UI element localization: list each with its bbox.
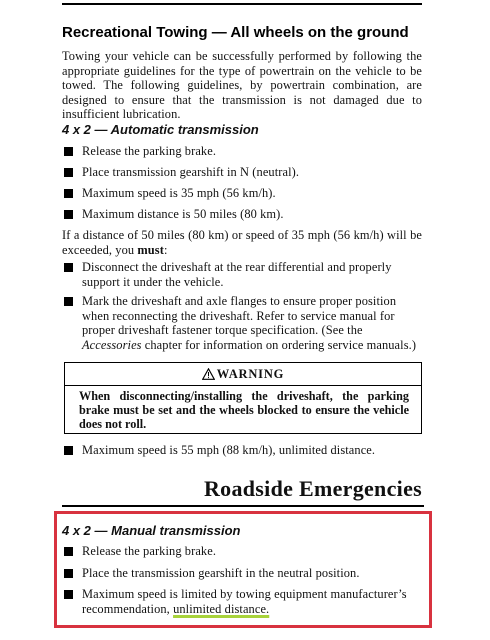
list-item: Maximum speed is 55 mph (88 km/h), unlimited distance. — [62, 443, 424, 458]
list-item: Place transmission gearshift in N (neutral). — [62, 165, 424, 180]
bullet-square-icon — [64, 569, 73, 578]
chapter-rule — [62, 505, 424, 507]
bullet-square-icon — [64, 263, 73, 272]
list-item: Mark the driveshaft and axle flanges to ensure proper position when reconnecting the driveshaft. Refer to service manual for proper driveshaft fastener torque specification. (See the Accessories chapter for information on ordering service manuals.) — [62, 294, 424, 352]
bullet-square-icon — [64, 147, 73, 156]
list-item: Place the transmission gearshift in the neutral position. — [62, 566, 424, 581]
chapter-title: Roadside Emergencies — [203, 476, 422, 501]
list-item: Maximum speed is limited by towing equipment manufacturer’s recommendation, unlimited distance. — [62, 587, 424, 616]
list-item: Release the parking brake. — [62, 144, 424, 159]
bullet-square-icon — [64, 547, 73, 556]
bullet-square-icon — [64, 297, 73, 306]
list-item: Release the parking brake. — [62, 544, 424, 559]
list-item: Disconnect the driveshaft at the rear differential and properly support it under the vehicle. — [62, 260, 424, 289]
bullet-square-icon — [64, 446, 73, 455]
warning-header — [65, 363, 421, 386]
warning-triangle-icon — [202, 368, 215, 380]
highlighted-text: unlimited distance. — [173, 601, 270, 616]
manual-heading: 4 x 2 — Manual transmission — [62, 523, 241, 538]
intro-paragraph: Towing your vehicle can be successfully performed by following the appropriate guidelines for the type of powertrain on the vehicle to be towed. The following guidelines, by powertrain combination, are designed to ensure that the transmission is not damaged due to insufficient lubrication. — [62, 49, 422, 122]
top-rule — [62, 3, 422, 5]
bullet-square-icon — [64, 168, 73, 177]
condition-paragraph: If a distance of 50 miles (80 km) or speed of 35 mph (56 km/h) will be exceeded, you must: — [62, 228, 422, 257]
warning-text: When disconnecting/installing the driveshaft, the parking brake must be set and the wheels blocked to ensure the vehicle does not roll. — [79, 389, 409, 431]
list-item: Maximum speed is 35 mph (56 km/h). — [62, 186, 424, 201]
list-item: Maximum distance is 50 miles (80 km). — [62, 207, 424, 222]
bullet-square-icon — [64, 189, 73, 198]
warning-box — [64, 362, 422, 434]
bullet-square-icon — [64, 210, 73, 219]
automatic-heading: 4 x 2 — Automatic transmission — [62, 122, 259, 137]
section-title: Recreational Towing — All wheels on the ground — [62, 24, 409, 41]
bullet-square-icon — [64, 590, 73, 599]
warning-label: WARNING — [216, 367, 285, 381]
